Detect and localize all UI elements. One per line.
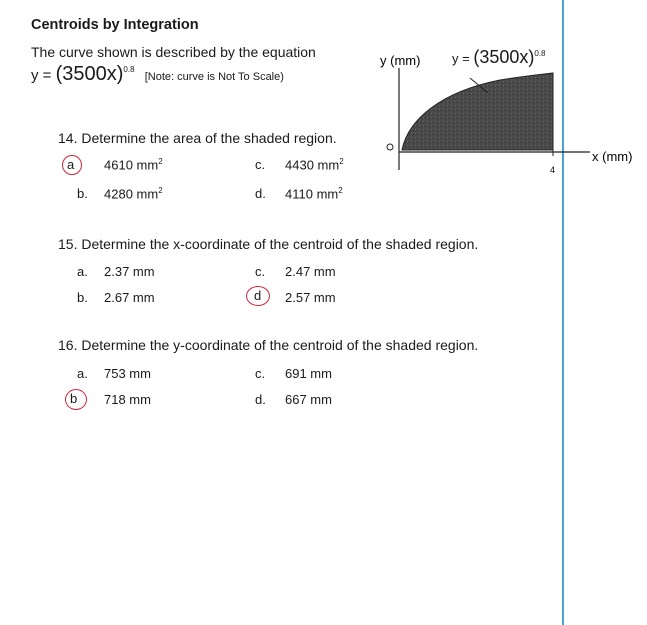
curve-label-exponent: 0.8: [534, 48, 546, 58]
q16-option-d-letter: d.: [255, 392, 266, 407]
q16-option-c-letter: c.: [255, 366, 266, 381]
x-tick-label: 4: [550, 165, 556, 175]
curve-label-base: (3500x): [473, 47, 535, 67]
question-15-text: 15. Determine the x-coordinate of the centroid of the shaded region.: [58, 236, 479, 252]
q16-option-a-value: 753 mm: [104, 366, 151, 381]
q14-option-b-value: 4280 $mm^2$: [104, 186, 163, 202]
x-axis-label: x (mm): [592, 149, 633, 164]
q15-option-b-letter: b.: [77, 290, 88, 305]
q16-option-a-letter: a.: [77, 366, 88, 381]
equation-exponent: 0.8: [123, 65, 135, 74]
equation-lhs: y =: [31, 67, 56, 84]
q14-option-b-letter: b.: [77, 186, 88, 201]
scale-note: [Note: curve is Not To Scale): [144, 71, 284, 83]
curve-label-lhs: y =: [452, 51, 474, 66]
q15-option-d-value: 2.57 mm: [285, 290, 336, 305]
q14-option-d-value: 4110 $mm^2$: [285, 186, 343, 202]
q14-option-d-letter: d.: [255, 186, 266, 201]
q14-option-a-value: 4610 $mm^2$: [104, 157, 163, 173]
page-title: Centroids by Integration: [31, 17, 199, 33]
q15-option-a-letter: a.: [77, 264, 88, 279]
intro-text: The curve shown is described by the equation: [31, 44, 316, 60]
equation-base: (3500x): [55, 63, 124, 85]
question-16-text: 16. Determine the y-coordinate of the centroid of the shaded region.: [58, 337, 479, 353]
curve-equation: [31, 63, 284, 86]
origin-marker: [387, 144, 393, 150]
q14-option-c-value: 4430 $mm^2$: [285, 157, 344, 173]
q16-option-b-letter: b: [70, 391, 78, 406]
q15-option-c-value: 2.47 mm: [285, 264, 336, 279]
q14-option-c-letter: c.: [255, 157, 266, 172]
q15-option-a-value: 2.37 mm: [104, 264, 155, 279]
q14-option-a-letter: a: [67, 157, 75, 172]
q15-option-d-letter: d: [254, 288, 262, 303]
y-axis-label: y (mm): [380, 53, 421, 68]
q16-option-c-value: 691 mm: [285, 366, 332, 381]
q16-option-d-value: 667 mm: [285, 392, 332, 407]
q16-option-b-value: 718 mm: [104, 392, 151, 407]
question-14-text: 14. Determine the area of the shaded region.: [58, 130, 337, 146]
q15-option-b-value: 2.67 mm: [104, 290, 155, 305]
curve-label: [452, 47, 545, 68]
q15-option-c-letter: c.: [255, 264, 266, 279]
